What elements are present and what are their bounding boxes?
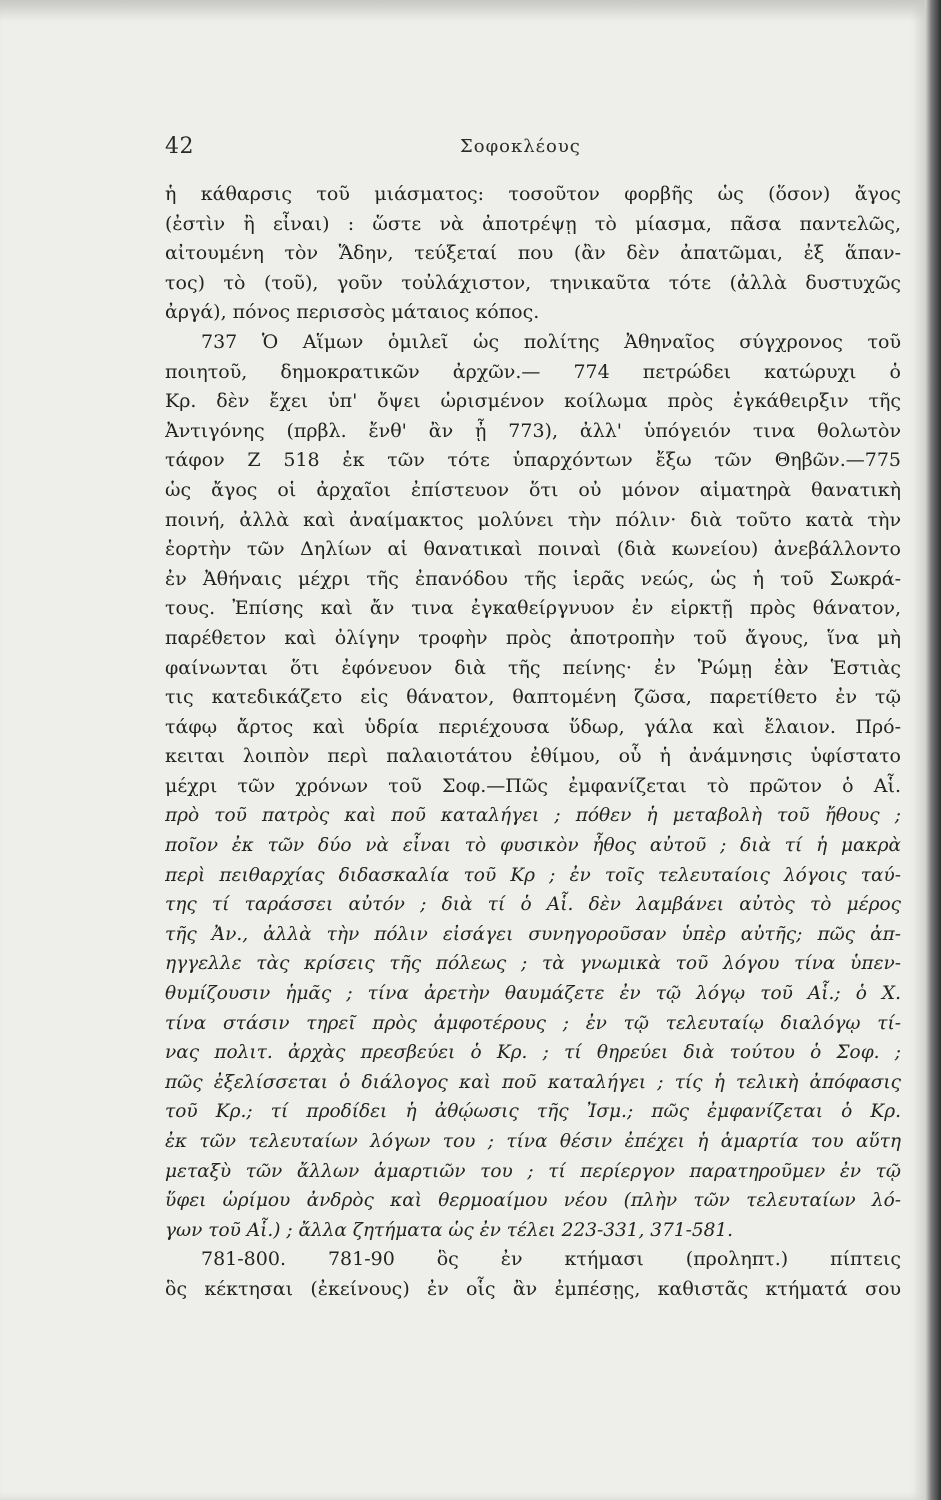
scan-top-shadow [0,0,941,22]
page-header [165,132,901,162]
text-line: ὡς ἄγος οἱ ἀρχαῖοι ἐπίστευον ὅτι οὐ μόνον αἱματηρὰ θανατικὴ [165,478,901,501]
text-line: της τί ταράσσει αὐτόν ; διὰ τί ὁ Αἷ. δὲν λαμβάνει αὐτὸς τὸ μέρος [165,894,901,916]
text-line: ηγγελλε τὰς κρίσεις τῆς πόλεως ; τὰ γνωμικὰ τοῦ λόγου τίνα ὑπεν- [165,953,901,975]
text-line: ἐκ τῶν τελευταίων λόγων του ; τίνα θέσιν ἐπέχει ἡ ἁμαρτία του αὕτη [165,1131,901,1152]
text-line: τις κατεδικάζετο εἰς θάνατον, θαπτομένη ζῶσα, παρετίθετο ἐν τῷ [165,686,901,709]
text-line: παρέθετον καὶ ὀλίγην τροφὴν πρὸς ἀποτροπὴν τοῦ ἄγους, ἵνα μὴ [165,626,901,649]
text-line: γων τοῦ Αἷ.) ; ἄλλα ζητήματα ὡς ἐν τέλει 223-331, 371-581. [165,1219,734,1241]
text-line: (ἐστὶν ἢ εἶναι) : ὥστε νὰ ἀποτρέψῃ τὸ μίασμα, πᾶσα παντελῶς, [165,212,901,235]
text-line: ἐν Ἀθήναις μέχρι τῆς ἐπανόδου τῆς ἱερᾶς νεώς, ὡς ἡ τοῦ Σωκρά- [165,567,901,590]
text-line: τους. Ἐπίσης καὶ ἄν τινα ἐγκαθείργνυον ἐν εἱρκτῇ πρὸς θάνατον, [165,597,901,620]
text-line: ὃς κέκτησαι (ἐκείνους) ἐν οἷς ἂν ἐμπέσῃς, καθιστᾶς κτήματά σου [165,1277,901,1300]
text-line: Ἀντιγόνης (πρβλ. ἔνθ' ἂν ᾖ 773), ἀλλ' ὑπόγειόν τινα θολωτὸν [165,419,901,442]
text-line: φαίνωνται ὅτι ἐφόνευον διὰ τῆς πείνης· ἐν Ῥώμῃ ἐὰν Ἑστιὰς [165,656,901,679]
text-line: τάφον Ζ 518 ἐκ τῶν τότε ὑπαρχόντων ἔξω τῶν Θηβῶν.—775 [165,449,901,472]
text-line: τος) τὸ (τοῦ), γοῦν τοὐλάχιστον, τηνικαῦτα τότε (ἀλλὰ δυστυχῶς [165,271,901,294]
text-line: πρὸ τοῦ πατρὸς καὶ ποῦ καταλήγει ; πόθεν ἡ μεταβολὴ τοῦ ἤθους ; [165,805,901,827]
text-line: τάφῳ ἄρτος καὶ ὑδρία περιέχουσα ὕδωρ, γάλα καὶ ἔλαιον. Πρό- [165,715,901,738]
text-line: κειται λοιπὸν περὶ παλαιοτάτου ἐθίμου, οὗ ἡ ἀνάμνησις ὑφίστατο [165,745,901,768]
text-line: τῆς Ἀν., ἀλλὰ τὴν πόλιν εἰσάγει συνηγοροῦσαν ὑπὲρ αὐτῆς; πῶς ἀπ- [165,923,901,945]
text-line: τίνα στάσιν τηρεῖ πρὸς ἀμφοτέρους ; ἐν τῷ τελευταίῳ διαλόγῳ τί- [165,1012,901,1034]
text-line: ὕφει ὡρίμου ἀνδρὸς καὶ θερμοαίμου νέου (πλὴν τῶν τελευταίων λό- [165,1190,901,1212]
text-line: ποιητοῦ, δημοκρατικῶν ἀρχῶν.— 774 πετρώδει κατώρυχι ὁ [165,360,901,383]
body-text [165,180,901,1305]
text-line: ποινή, ἀλλὰ καὶ ἀναίμακτος μολύνει τὴν πόλιν· διὰ τοῦτο κατὰ τὴν [165,508,901,531]
running-head: Σοφοκλέους [460,136,581,157]
text-line: 781-800. 781-90 ὃς ἐν κτήμασι (προληπτ.) πίπτεις [201,1248,901,1271]
text-line: νας πολιτ. ἀρχὰς πρεσβεύει ὁ Κρ. ; τί θηρεύει διὰ τούτου ὁ Σοφ. ; [165,1042,901,1064]
text-line: ποῖον ἐκ τῶν δύο νὰ εἶναι τὸ φυσικὸν ἦθος αὐτοῦ ; διὰ τί ἡ μακρὰ [165,835,901,857]
text-line: θυμίζουσιν ἡμᾶς ; τίνα ἀρετὴν θαυμάζετε ἐν τῷ λόγῳ τοῦ Αἷ.; ὁ Χ. [165,983,901,1005]
text-line: πῶς ἐξελίσσεται ὁ διάλογος καὶ ποῦ καταλήγει ; τίς ἡ τελικὴ ἀπόφασις [165,1071,901,1093]
text-line: ἀργά), πόνος περισσὸς μάταιος κόπος. [165,301,540,324]
text-line: μέχρι τῶν χρόνων τοῦ Σοφ.—Πῶς ἐμφανίζεται τὸ πρῶτον ὁ Αἷ. [165,774,901,797]
page-number: 42 [165,134,194,159]
text-line: Κρ. δὲν ἔχει ὑπ' ὄψει ὡρισμένον κοίλωμα πρὸς ἐγκάθειρξιν τῆς [165,390,901,413]
text-line: ἡ κάθαρσις τοῦ μιάσματος: τοσοῦτον φορβῆς ὡς (ὅσον) ἄγος [165,183,901,205]
text-line: 737 Ὁ Αἵμων ὁμιλεῖ ὡς πολίτης Ἀθηναῖος σύγχρονος τοῦ [201,330,901,353]
text-line: μεταξὺ τῶν ἄλλων ἁμαρτιῶν του ; τί περίεργον παρατηροῦμεν ἐν τῷ [165,1160,901,1182]
text-line: ἑορτὴν τῶν Δηλίων αἱ θανατικαὶ ποιναὶ (διὰ κωνείου) ἀνεβάλλοντο [165,538,901,561]
text-line: αἰτουμένη τὸν Ἅδην, τεύξεταί που (ἂν δὲν ἀπατῶμαι, ἐξ ἅπαν- [165,242,901,265]
page-edge-shadow [925,0,941,1500]
text-line: περὶ πειθαρχίας διδασκαλία τοῦ Κρ ; ἐν τοῖς τελευταίοις λόγοις ταύ- [165,864,901,886]
text-line: τοῦ Κρ.; τί προδίδει ἡ ἀθῴωσις τῆς Ἰσμ.; πῶς ἐμφανίζεται ὁ Κρ. [165,1101,901,1123]
